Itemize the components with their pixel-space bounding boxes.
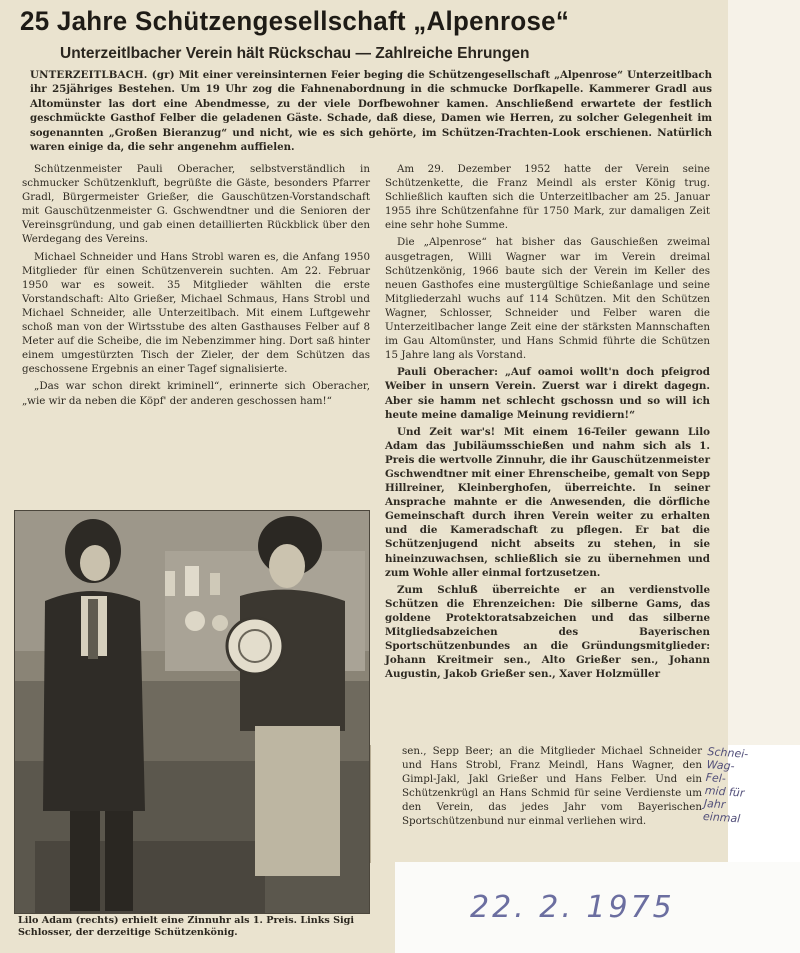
handwritten-line: Jahr	[703, 796, 726, 812]
handwritten-line: Fel-	[705, 770, 727, 786]
paragraph: Michael Schneider und Hans Strobl waren es, die Anfang 1950 Mitglieder für einen Schützenverein suchten. Am 22. Februar 1950 war es soweit. 35 Mitglieder wählten die erste Vorstandschaft: Alto Grießer, Michael Schmaus, Hans Strobl und Michael Schneider, alle Unterzeitlbach. Mit einem Luftgewehr schoß man von der Wirtsstube des alten Gasthauses Felber auf 8 Meter auf die Scheibe, die im Nebenzimmer hing. Dort saß hinter einem umgestürzten Tisch der Zieler, der dem Schützen das geschossene Ergebnis an einer Tagef signalisierte.	[22, 250, 370, 376]
article-intro	[30, 68, 712, 154]
handwritten-line: einmal	[702, 809, 741, 826]
photo-illustration	[15, 511, 369, 913]
article-headline: 25 Jahre Schützengesellschaft „Alpenrose“	[20, 6, 570, 36]
dateline: UNTERZEITLBACH. (gr)	[30, 69, 175, 81]
continuation-text	[402, 744, 702, 832]
paragraph: Schützenmeister Pauli Oberacher, selbstverständlich in schmucker Schützenkluft, begrüßte die Gäste, besonders Pfarrer Gradl, Bürgermeister Grießer, die Gauschützen-Vorstandschaft mit Gauschützenmeister G. Gschwendtner und die Senioren der Vereinsgründung, und gab einen detaillierten Rückblick über den Werdegang des Vereins.	[22, 163, 370, 246]
paragraph: „Das war schon direkt kriminell“, erinnerte sich Oberacher, „wie wir da neben die Köpf' der anderen geschossen ham!“	[22, 380, 370, 407]
intro-text: Mit einer vereinsinternen Feier beging die Schützengesellschaft „Alpenrose“ Unterzeitlbach ihr 25jähriges Bestehen. Um 19 Uhr zog die Fahnenabordnung in die schmucke Dorfkapelle. Kammerer Gradl aus Altomünster las dort eine Abendmesse, zu der viele Dorfbewohner kamen. Anschließend erwartete der festlich geschmückte Gasthof Felber die geladenen Gäste. Schade, daß diese, Damen wie Herren, zu solcher Gelegenheit im sogenannten „Großen Bieranzug“ und nicht, wie es sich gehörte, im Schützen-Trachten-Look erschienen. Natürlich waren einige da, die sehr angenehm auffielen.	[30, 69, 712, 154]
right-column	[385, 162, 710, 684]
left-column	[22, 162, 370, 411]
paper-edge	[728, 0, 800, 745]
handwritten-line: Wag-	[706, 757, 735, 773]
paragraph: Zum Schluß überreichte er an verdienstvolle Schützen die Ehrenzeichen: Die silberne Gams, das goldene Protektoratsabzeichen und das silberne Mitgliedsabzeichen des Bayerischen Sportschützenbundes an die Gründungsmitglieder: Johann Kreitmeir sen., Alto Grießer sen., Johann Augustin, Jakob Grießer sen., Xaver Holzmüller	[385, 583, 710, 681]
handwritten-line: mid für	[704, 783, 745, 800]
paragraph: Und Zeit war's! Mit einem 16-Teiler gewann Lilo Adam das Jubiläumsschießen und nahm sich als 1. Preis die wertvolle Zinnuhr, die ihr Gauschützenmeister Gschwendtner mit einer Ehrenscheibe, gemalt von Sepp Hillreiner, Kleinberghofen, überreichte. In seiner Ansprache mahnte er die Anwesenden, die dörfliche Gemeinschaft durch ihren Verein weiter zu erhalten und die Kameradschaft zu pflegen. Er bat die Schützenjugend nicht abseits zu stehen, in sie hineinzuwachsen, schließlich sie zu übernehmen und zum Wohle aller einmal fortzusetzen.	[385, 425, 710, 579]
paragraph: sen., Sepp Beer; an die Mitglieder Michael Schneider und Hans Strobl, Franz Meindl, Hans Wagner, den Gimpl-Jakl, Jakl Grießer und Hans Felber. Und ein Schützenkrügl an Hans Schmid für seine Verdienste um den Verein, das jedes Jahr vom Bayerischen Sportschützenbund nur einmal verliehen wird.	[402, 745, 702, 828]
photo-caption: Lilo Adam (rechts) erhielt eine Zinnuhr als 1. Preis. Links Sigi Schlosser, der derzeitige Schützenkönig.	[18, 915, 355, 938]
article-subheadline: Unterzeitlbacher Verein hält Rückschau — Zahlreiche Ehrungen	[60, 45, 530, 62]
paragraph: Die „Alpenrose“ hat bisher das Gauschießen zweimal ausgetragen, Willi Wagner war im Verein dreimal Schützenkönig, 1966 baute sich der Verein im Keller des neuen Gasthofes eine mustergültige Schießanlage und seine Mitgliederzahl wuchs auf 114 Schützen. Mit den Schützen Wagner, Schlosser, Schneider und Felber waren die Unterzeitlbacher lange Zeit eine der stärksten Mannschaften im Gau Altomünster, und Hans Schmid führte die Schützen 15 Jahre lang als Vorstand.	[385, 236, 710, 362]
paragraph-quote: Pauli Oberacher: „Auf oamoi wollt'n doch pfeigrod Weiber in unsern Verein. Zuerst war i direkt dagegn. Aber sie hamm net schlecht gschossn und so will ich heute meine damalige Meinung revidiern!“	[385, 366, 710, 421]
article-photo	[14, 510, 370, 914]
paragraph: Am 29. Dezember 1952 hatte der Verein seine Schützenkette, die Franz Meindl als erster König trug. Schließlich kauften sich die Unterzeitlbacher am 25. Januar 1955 ihre Schützenfahne für 1750 Mark, zur damaligen Zeit eine sehr hohe Summe.	[385, 163, 710, 232]
handwritten-line: Schnei-	[707, 745, 749, 761]
handwritten-margin-note	[703, 745, 798, 829]
handwritten-date: 22. 2. 1975	[470, 890, 675, 925]
